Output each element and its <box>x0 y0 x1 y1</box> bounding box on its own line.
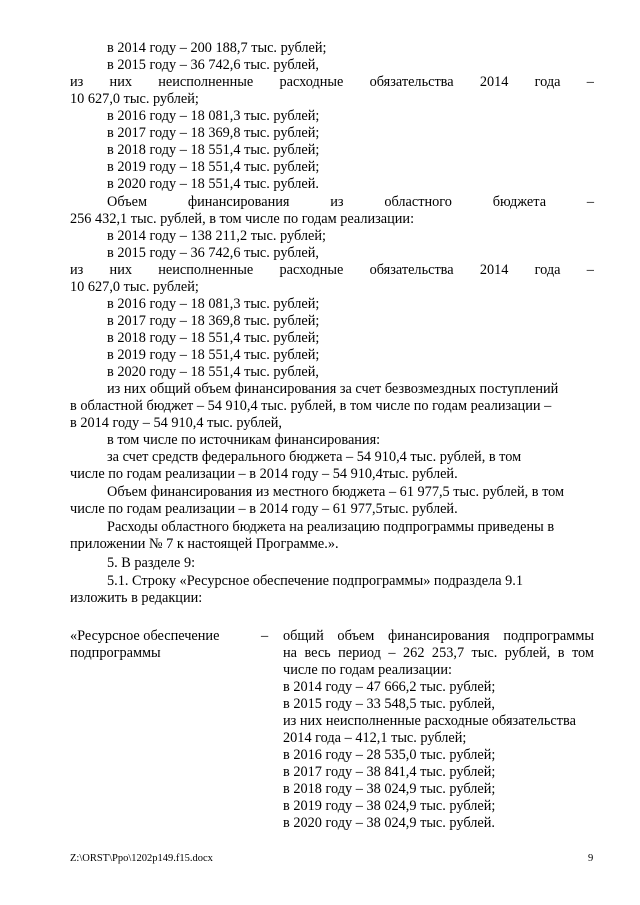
text-line: в 2015 году – 36 742,6 тыс. рублей, <box>107 57 319 73</box>
table-content-line <box>283 628 594 645</box>
text-line <box>70 74 594 91</box>
word: 253,7 <box>431 645 465 661</box>
word: объем <box>337 628 375 644</box>
text-line: 5. В разделе 9: <box>107 555 196 571</box>
word: областного <box>384 194 452 210</box>
table-content-line: в 2017 году – 38 841,4 тыс. рублей; <box>283 764 496 780</box>
word: том <box>572 645 594 661</box>
word: период <box>338 645 381 661</box>
word: 2014 <box>479 74 509 90</box>
word: из <box>70 74 84 90</box>
word: весь <box>304 645 331 661</box>
word: неисполненные <box>158 262 254 278</box>
table-content-line: числе по годам реализации: <box>283 662 452 678</box>
table-content-line: в 2016 году – 28 535,0 тыс. рублей; <box>283 747 496 763</box>
text-line: в 2020 году – 18 551,4 тыс. рублей. <box>107 176 319 192</box>
word: неисполненные <box>158 74 254 90</box>
table-dash: – <box>261 628 269 644</box>
word: 262 <box>403 645 425 661</box>
text-line: в 2014 году – 138 211,2 тыс. рублей; <box>107 228 326 244</box>
table-content-line <box>283 645 594 662</box>
text-line: приложении № 7 к настоящей Программе.». <box>70 536 339 552</box>
table-content-line: в 2014 году – 47 666,2 тыс. рублей; <box>283 679 496 695</box>
footer-page-number: 9 <box>588 853 594 864</box>
text-line: в том числе по источникам финансирования: <box>107 432 381 448</box>
text-line: в 2019 году – 18 551,4 тыс. рублей; <box>107 159 320 175</box>
text-line: изложить в редакции: <box>70 590 203 606</box>
word: из <box>330 194 344 210</box>
table-label: «Ресурсное обеспечение <box>70 628 220 644</box>
text-line: Расходы областного бюджета на реализацию подпрограммы приведены в <box>107 519 555 535</box>
word: финансирования <box>187 194 290 210</box>
text-line: в 2020 году – 18 551,4 тыс. рублей, <box>107 364 319 380</box>
table-content-line: в 2015 году – 33 548,5 тыс. рублей, <box>283 696 495 712</box>
word: расходные <box>279 74 344 90</box>
word: финансирования <box>387 628 490 644</box>
text-line: числе по годам реализации – в 2014 году – 61 977,5тыс. рублей. <box>70 501 458 517</box>
word: них <box>109 74 132 90</box>
word: подпрограммы <box>503 628 594 644</box>
word: бюджета <box>492 194 547 210</box>
word: – <box>586 262 594 278</box>
word: года <box>534 74 561 90</box>
word: из <box>70 262 84 278</box>
table-content-line: из них неисполненные расходные обязательства <box>283 713 576 729</box>
text-line <box>70 262 594 279</box>
table-content-line: в 2019 году – 38 024,9 тыс. рублей; <box>283 798 496 814</box>
text-line: Объем финансирования из местного бюджета – 61 977,5 тыс. рублей, в том <box>107 484 565 500</box>
table-content-line: в 2018 году – 38 024,9 тыс. рублей; <box>283 781 496 797</box>
text-line: в областной бюджет – 54 910,4 тыс. рублей, в том числе по годам реализации – <box>70 398 552 414</box>
word: тыс. <box>471 645 498 661</box>
word: общий <box>283 628 324 644</box>
text-line: в 2016 году – 18 081,3 тыс. рублей; <box>107 108 320 124</box>
text-line: в 2018 году – 18 551,4 тыс. рублей; <box>107 142 320 158</box>
text-line <box>107 194 594 211</box>
word: обязательства <box>369 262 454 278</box>
table-label: подпрограммы <box>70 645 161 661</box>
text-line: в 2014 году – 54 910,4 тыс. рублей, <box>70 415 282 431</box>
word: – <box>586 194 594 210</box>
word: рублей, <box>504 645 551 661</box>
text-line: числе по годам реализации – в 2014 году – 54 910,4тыс. рублей. <box>70 466 458 482</box>
text-line: 256 432,1 тыс. рублей, в том числе по годам реализации: <box>70 211 415 227</box>
text-line: за счет средств федерального бюджета – 54 910,4 тыс. рублей, в том <box>107 449 522 465</box>
text-line: 5.1. Строку «Ресурсное обеспечение подпрограммы» подраздела 9.1 <box>107 573 524 589</box>
text-line: в 2019 году – 18 551,4 тыс. рублей; <box>107 347 320 363</box>
word: года <box>534 262 561 278</box>
text-line: 10 627,0 тыс. рублей; <box>70 91 199 107</box>
word: них <box>109 262 132 278</box>
text-line: в 2017 году – 18 369,8 тыс. рублей; <box>107 125 320 141</box>
text-line: в 2018 году – 18 551,4 тыс. рублей; <box>107 330 320 346</box>
text-line: в 2017 году – 18 369,8 тыс. рублей; <box>107 313 320 329</box>
word: Объем <box>107 194 148 210</box>
word: – <box>586 74 594 90</box>
text-line: в 2016 году – 18 081,3 тыс. рублей; <box>107 296 320 312</box>
word: обязательства <box>369 74 454 90</box>
text-line: из них общий объем финансирования за счет безвозмездных поступлений <box>107 381 559 397</box>
word: на <box>283 645 297 661</box>
word: 2014 <box>479 262 509 278</box>
word: в <box>557 645 565 661</box>
word: расходные <box>279 262 344 278</box>
table-content-line: в 2020 году – 38 024,9 тыс. рублей. <box>283 815 495 831</box>
word: – <box>388 645 396 661</box>
text-line: в 2015 году – 36 742,6 тыс. рублей, <box>107 245 319 261</box>
footer-file-path: Z:\ORST\Ppo\1202p149.f15.docx <box>70 853 213 864</box>
text-line: 10 627,0 тыс. рублей; <box>70 279 199 295</box>
table-content-line: 2014 года – 412,1 тыс. рублей; <box>283 730 467 746</box>
text-line: в 2014 году – 200 188,7 тыс. рублей; <box>107 40 327 56</box>
